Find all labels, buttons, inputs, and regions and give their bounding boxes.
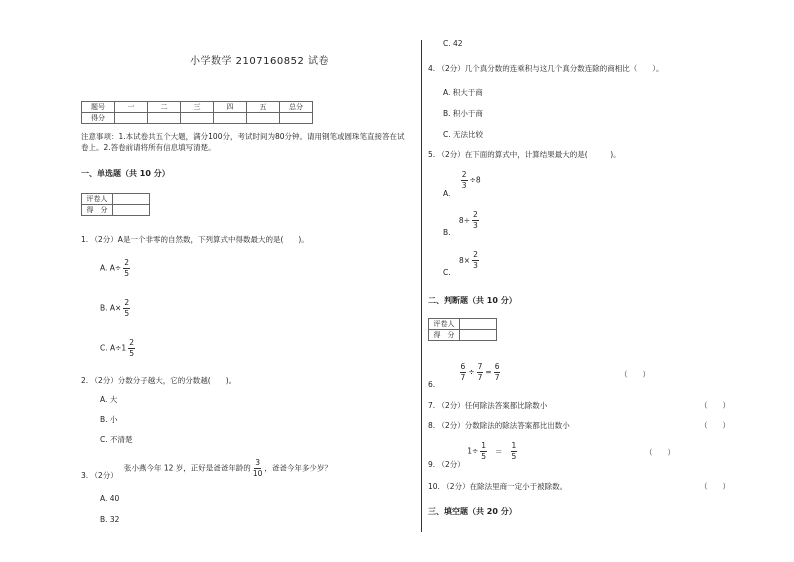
score-cell: [115, 113, 148, 124]
denominator: 7: [460, 373, 466, 382]
fraction: [477, 362, 484, 383]
question-5-stem: 5. （2分）在下面的算式中，计算结果最大的是( )。: [428, 150, 621, 159]
question-2-option-a: A. 大: [100, 395, 118, 404]
fraction: [123, 258, 130, 279]
score-header: 一: [115, 102, 148, 113]
question-5-option-b: [443, 210, 481, 237]
option-letter: C.: [100, 343, 108, 353]
denominator: 7: [494, 373, 500, 382]
fraction: [460, 362, 467, 383]
denominator: 5: [129, 349, 134, 358]
question-1-stem: 1. （2分）A是一个非零的自然数，下列算式中得数最大的是( )。: [81, 235, 309, 244]
answer-blank[interactable]: （ ）: [620, 370, 650, 379]
question-6: 6. $\frac{6}{7}$ ÷ $\frac{7}{7}$ = $\frac{6}{7}$: [428, 362, 500, 389]
denominator: 3: [461, 181, 467, 190]
option-letter: A.: [100, 263, 108, 273]
question-5-option-c: [443, 250, 481, 277]
question-5-option-a: [443, 170, 481, 198]
option-expr: A÷1: [110, 343, 127, 353]
question-1-option-a: [100, 258, 132, 279]
score-cell: [247, 113, 280, 124]
question-4-option-c: C. 无法比较: [443, 130, 484, 139]
option-letter: B.: [100, 303, 108, 313]
fraction: [472, 250, 479, 271]
numerator: 1: [481, 441, 487, 450]
score-row-label: 得分: [82, 113, 115, 124]
score-header: 题号: [82, 102, 115, 113]
question-3-option-b: B. 32: [100, 515, 120, 524]
score-header: 三: [181, 102, 214, 113]
section-heading: 一、单选题（共 10 分）: [81, 169, 170, 178]
page-title: 小学数学 2107160852 试卷: [190, 56, 329, 67]
score-cell: [280, 113, 313, 124]
numerator: 7: [477, 362, 483, 371]
denominator: 5: [124, 269, 129, 278]
grader-cell: [113, 205, 150, 216]
question-3-option-a: A. 40: [100, 494, 120, 503]
numerator: 1: [511, 441, 517, 450]
fraction: [253, 458, 263, 479]
denominator: 7: [477, 373, 483, 382]
question-1-option-c: [100, 338, 137, 359]
section-heading: 二、判断题（共 10 分）: [428, 296, 517, 305]
numerator: 2: [472, 210, 478, 219]
stem-text: 张小燕今年 12 岁，正好是爸爸年龄的: [124, 463, 251, 473]
option-expr: 8×: [459, 255, 471, 265]
question-number: 6.: [428, 379, 436, 389]
fraction: [123, 298, 130, 319]
denominator: 3: [473, 261, 478, 270]
stem-text: ，爸爸今年多少岁？: [264, 463, 332, 473]
question-10-stem: 10. （2分）在除法里商一定小于被除数。: [428, 482, 568, 491]
expr: 1÷: [467, 446, 479, 456]
grader-cell: [113, 194, 150, 205]
grader-label: 评卷人: [429, 319, 460, 330]
option-expr: 8÷: [458, 215, 470, 225]
denominator: 3: [472, 221, 478, 230]
answer-blank[interactable]: （ ）: [645, 448, 675, 457]
denominator: 10: [252, 469, 263, 478]
question-2-stem: 2. （2分）分数分子越大，它的分数越( )。: [81, 376, 237, 385]
question-2-option-c: C. 不清楚: [100, 435, 133, 444]
option-expr: A÷: [109, 263, 122, 273]
numerator: 2: [124, 298, 130, 307]
score-cell: [181, 113, 214, 124]
question-9: [428, 441, 519, 469]
numerator: 2: [124, 258, 129, 267]
grader-label: 得 分: [429, 330, 460, 341]
score-header: 总分: [280, 102, 313, 113]
denominator: 5: [124, 309, 130, 318]
question-3-option-c: C. 42: [443, 39, 463, 48]
numerator: 6: [494, 362, 500, 371]
fraction: [472, 210, 479, 231]
question-8-stem: 8. （2分）分数除法的除法答案都比出数小: [428, 421, 570, 430]
fraction: [480, 441, 487, 462]
score-header: 二: [148, 102, 181, 113]
grader-label: 评卷人: [82, 194, 113, 205]
question-7-stem: 7. （2分）任何除法答案都比除数小: [428, 401, 548, 410]
grader-label: 得 分: [82, 205, 113, 216]
answer-blank[interactable]: （ ）: [700, 482, 730, 491]
score-cell: [214, 113, 247, 124]
column-divider: [421, 40, 422, 532]
numerator: 2: [473, 250, 478, 259]
option-expr: ÷8: [469, 175, 481, 185]
score-header: 四: [214, 102, 247, 113]
fraction: [128, 338, 135, 359]
section-heading: 三、填空题（共 20 分）: [428, 507, 517, 516]
question-1-option-b: [100, 298, 132, 319]
exam-notice: 注意事项：1.本试卷共五个大题，满分100分，考试时间为80分钟。请用钢笔或圆珠笔直接答在试卷上。2.答卷前请将所有信息填写清楚。: [81, 132, 405, 152]
numerator: 3: [255, 458, 260, 467]
fraction: [461, 170, 468, 191]
option-letter: A.: [443, 188, 451, 198]
equals: ＝: [495, 446, 503, 456]
question-4-stem: 4. （2分）几个真分数的连乘积与这几个真分数连除的商相比（ ）。: [428, 64, 664, 73]
score-cell: [148, 113, 181, 124]
denominator: 5: [481, 452, 487, 461]
answer-blank[interactable]: （ ）: [700, 401, 730, 410]
grader-table: [81, 193, 150, 216]
grader-cell: [460, 330, 497, 341]
grader-table: [428, 318, 497, 341]
option-expr: A×: [109, 303, 122, 313]
question-3-number: 3. （2分）: [81, 471, 118, 480]
score-table: [81, 101, 313, 124]
question-number: 9. （2分）: [428, 459, 465, 469]
numerator: 2: [461, 170, 467, 179]
denominator: 5: [511, 452, 517, 461]
fraction: [511, 441, 518, 462]
question-3-stem: [124, 458, 332, 479]
score-header: 五: [247, 102, 280, 113]
grader-cell: [460, 319, 497, 330]
numerator: 6: [460, 362, 466, 371]
answer-blank[interactable]: （ ）: [700, 421, 730, 430]
option-letter: B.: [443, 227, 451, 237]
fraction: [494, 362, 501, 383]
numerator: 2: [129, 338, 134, 347]
question-4-option-a: A. 积大于商: [443, 88, 483, 97]
question-2-option-b: B. 小: [100, 415, 118, 424]
option-letter: C.: [443, 267, 451, 277]
question-4-option-b: B. 积小于商: [443, 109, 483, 118]
